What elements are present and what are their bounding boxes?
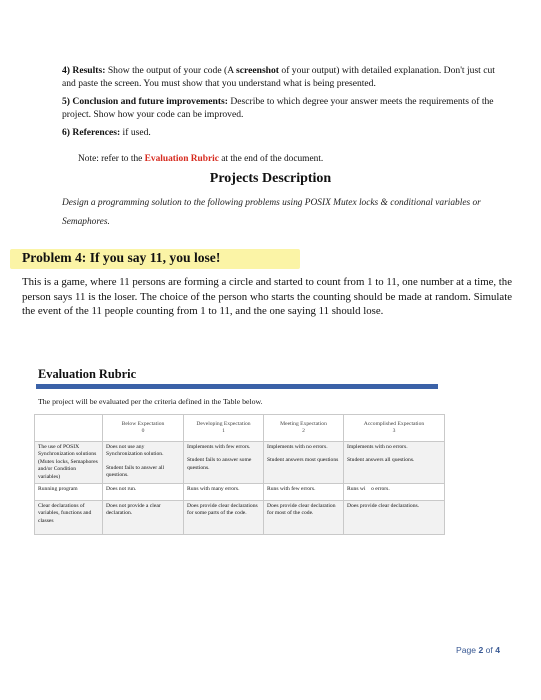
results-item: 4) Results: Show the output of your code (A screenshot of your output) with detailed explanation. Don't just cut and paste the screen. You must show that you understand what is being presented. bbox=[62, 65, 495, 89]
rubric-cell: Runs with few errors. bbox=[264, 484, 344, 501]
table-row bbox=[35, 442, 445, 484]
page-number: Page 2 of 4 bbox=[456, 645, 500, 655]
rubric-cell: Runs with many errors. bbox=[184, 484, 264, 501]
rubric-cell: Does provide clear declarations. bbox=[344, 501, 445, 535]
references-item: 6) References: if used. bbox=[62, 127, 151, 138]
design-instructions: Design a programming solution to the following problems using POSIX Mutex locks & conditional variables or Semaphores. bbox=[62, 198, 481, 227]
rubric-cell: Implements with few errors. Student fails to answer some questions. bbox=[184, 442, 264, 484]
rubric-table bbox=[34, 414, 445, 535]
criterion-cell: Clear declarations of variables, functions and classes bbox=[35, 501, 103, 535]
rubric-header-corner bbox=[35, 415, 103, 442]
table-row bbox=[35, 484, 445, 501]
conclusion-item: 5) Conclusion and future improvements: Describe to which degree your answer meets the requirements of the project. Show how your code can be improved. bbox=[62, 96, 494, 120]
rubric-description: The project will be evaluated per the criteria defined in the Table below. bbox=[38, 397, 263, 406]
rubric-header-cell: Accomplished Expectation 3 bbox=[344, 415, 445, 442]
rubric-cell: Does provide clear declaration for most of the code. bbox=[264, 501, 344, 535]
rubric-cell: Does not provide a clear declaration. bbox=[103, 501, 184, 535]
projects-title: Projects Description bbox=[209, 171, 332, 186]
rubric-cell: Runs wi o errors. bbox=[344, 484, 445, 501]
rubric-link[interactable]: Evaluation Rubric bbox=[144, 154, 219, 164]
table-row bbox=[35, 501, 445, 535]
deliverables-list bbox=[62, 65, 502, 146]
rubric-header-cell: Developing Expectation 1 bbox=[184, 415, 264, 442]
problem-title: Problem 4: If you say 11, you lose! bbox=[22, 250, 221, 265]
rubric-cell: Implements with no errors. Student answers all questions. bbox=[344, 442, 445, 484]
rubric-header-row bbox=[35, 415, 445, 442]
rubric-cell: Does provide clear declarations for some parts of the code. bbox=[184, 501, 264, 535]
criterion-cell: Running program bbox=[35, 484, 103, 501]
problem-description: This is a game, where 11 persons are forming a circle and started to count from 1 to 11, one number at a time, the person says 11 is the loser. The choice of the person who starts the counting should be made at random. Simulate the event of the 11 people counting from 1 to 11, and the one saying 11 should lose. bbox=[22, 276, 512, 318]
rubric-title: Evaluation Rubric bbox=[38, 367, 137, 381]
rubric-header-cell: Below Expectation 0 bbox=[103, 415, 184, 442]
rubric-header-cell: Meeting Expectation 2 bbox=[264, 415, 344, 442]
rubric-cell: Does not use any Synchronization solution. Student fails to answer all questions. bbox=[103, 442, 184, 484]
rubric-cell: Does not run. bbox=[103, 484, 184, 501]
rubric-divider bbox=[36, 384, 438, 389]
criterion-cell: The use of POSIX Synchronization solutions (Mutex locks, Semaphores and/or Condition variables) bbox=[35, 442, 103, 484]
rubric-cell: Implements with no errors. Student answers most questions bbox=[264, 442, 344, 484]
rubric-note: Note: refer to the Evaluation Rubric at the end of the document. bbox=[78, 154, 324, 164]
